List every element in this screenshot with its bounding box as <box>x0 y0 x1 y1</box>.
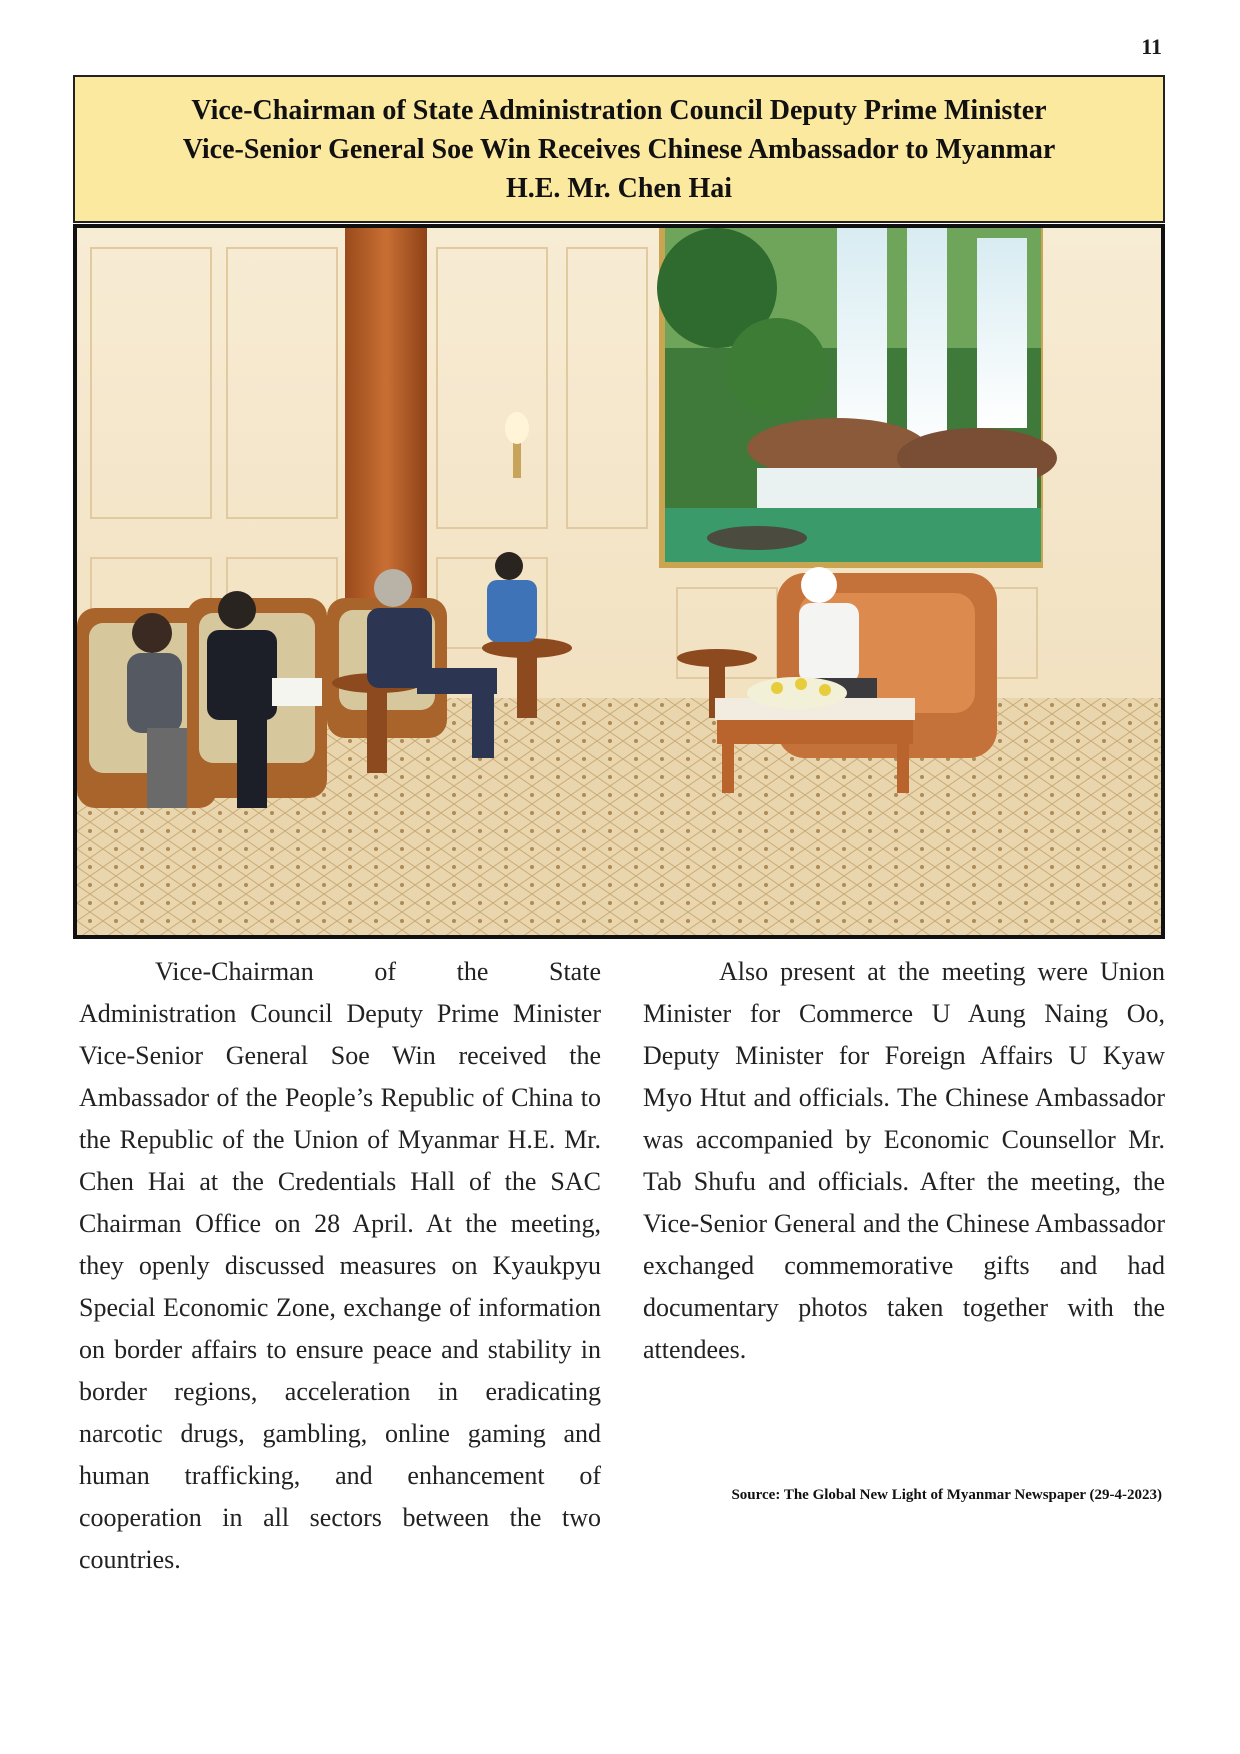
article-paragraph-left: Vice-Chairman of the State Administration Council Deputy Prime Minister Vice-Senior General Soe Win received the Ambassador of the People’s Republic of China to the Republic of the Union of Myanmar H.E. Mr. Chen Hai at the Credentials Hall of the SAC Chairman Office on 28 April. At the meeting, they openly discussed measures on Kyaukpyu Special Economic Zone, exchange of information on border affairs to ensure peace and stability in border regions, acceleration in eradicating narcotic drugs, gambling, online gaming and human trafficking, and enhancement of cooperation in all sectors between the two countries. <box>79 957 601 1574</box>
meeting-photo <box>73 224 1165 939</box>
page-number: 11 <box>1141 34 1162 59</box>
source-credit: Source: The Global New Light of Myanmar Newspaper (29-4-2023) <box>731 1487 1162 1503</box>
meeting-photo-illustration <box>77 228 1161 935</box>
article-column-right <box>643 951 1165 1371</box>
waterfall-painting <box>657 228 1057 568</box>
article-column-left <box>79 951 601 1581</box>
article-paragraph-right: Also present at the meeting were Union Minister for Commerce U Aung Naing Oo, Deputy Minister for Foreign Affairs U Kyaw Myo Htut and officials. The Chinese Ambassador was accompanied by Economic Counsellor Mr. Tab Shufu and officials. After the meeting, the Vice-Senior General and the Chinese Ambassador exchanged commemorative gifts and had documentary photos taken together with the attendees. <box>643 957 1165 1364</box>
headline <box>183 91 1056 208</box>
headline-line-1: Vice-Chairman of State Administration Council Deputy Prime Minister <box>191 94 1047 126</box>
headline-box <box>73 75 1165 223</box>
headline-line-2: Vice-Senior General Soe Win Receives Chinese Ambassador to Myanmar <box>182 133 1056 165</box>
headline-line-3: H.E. Mr. Chen Hai <box>505 172 733 204</box>
